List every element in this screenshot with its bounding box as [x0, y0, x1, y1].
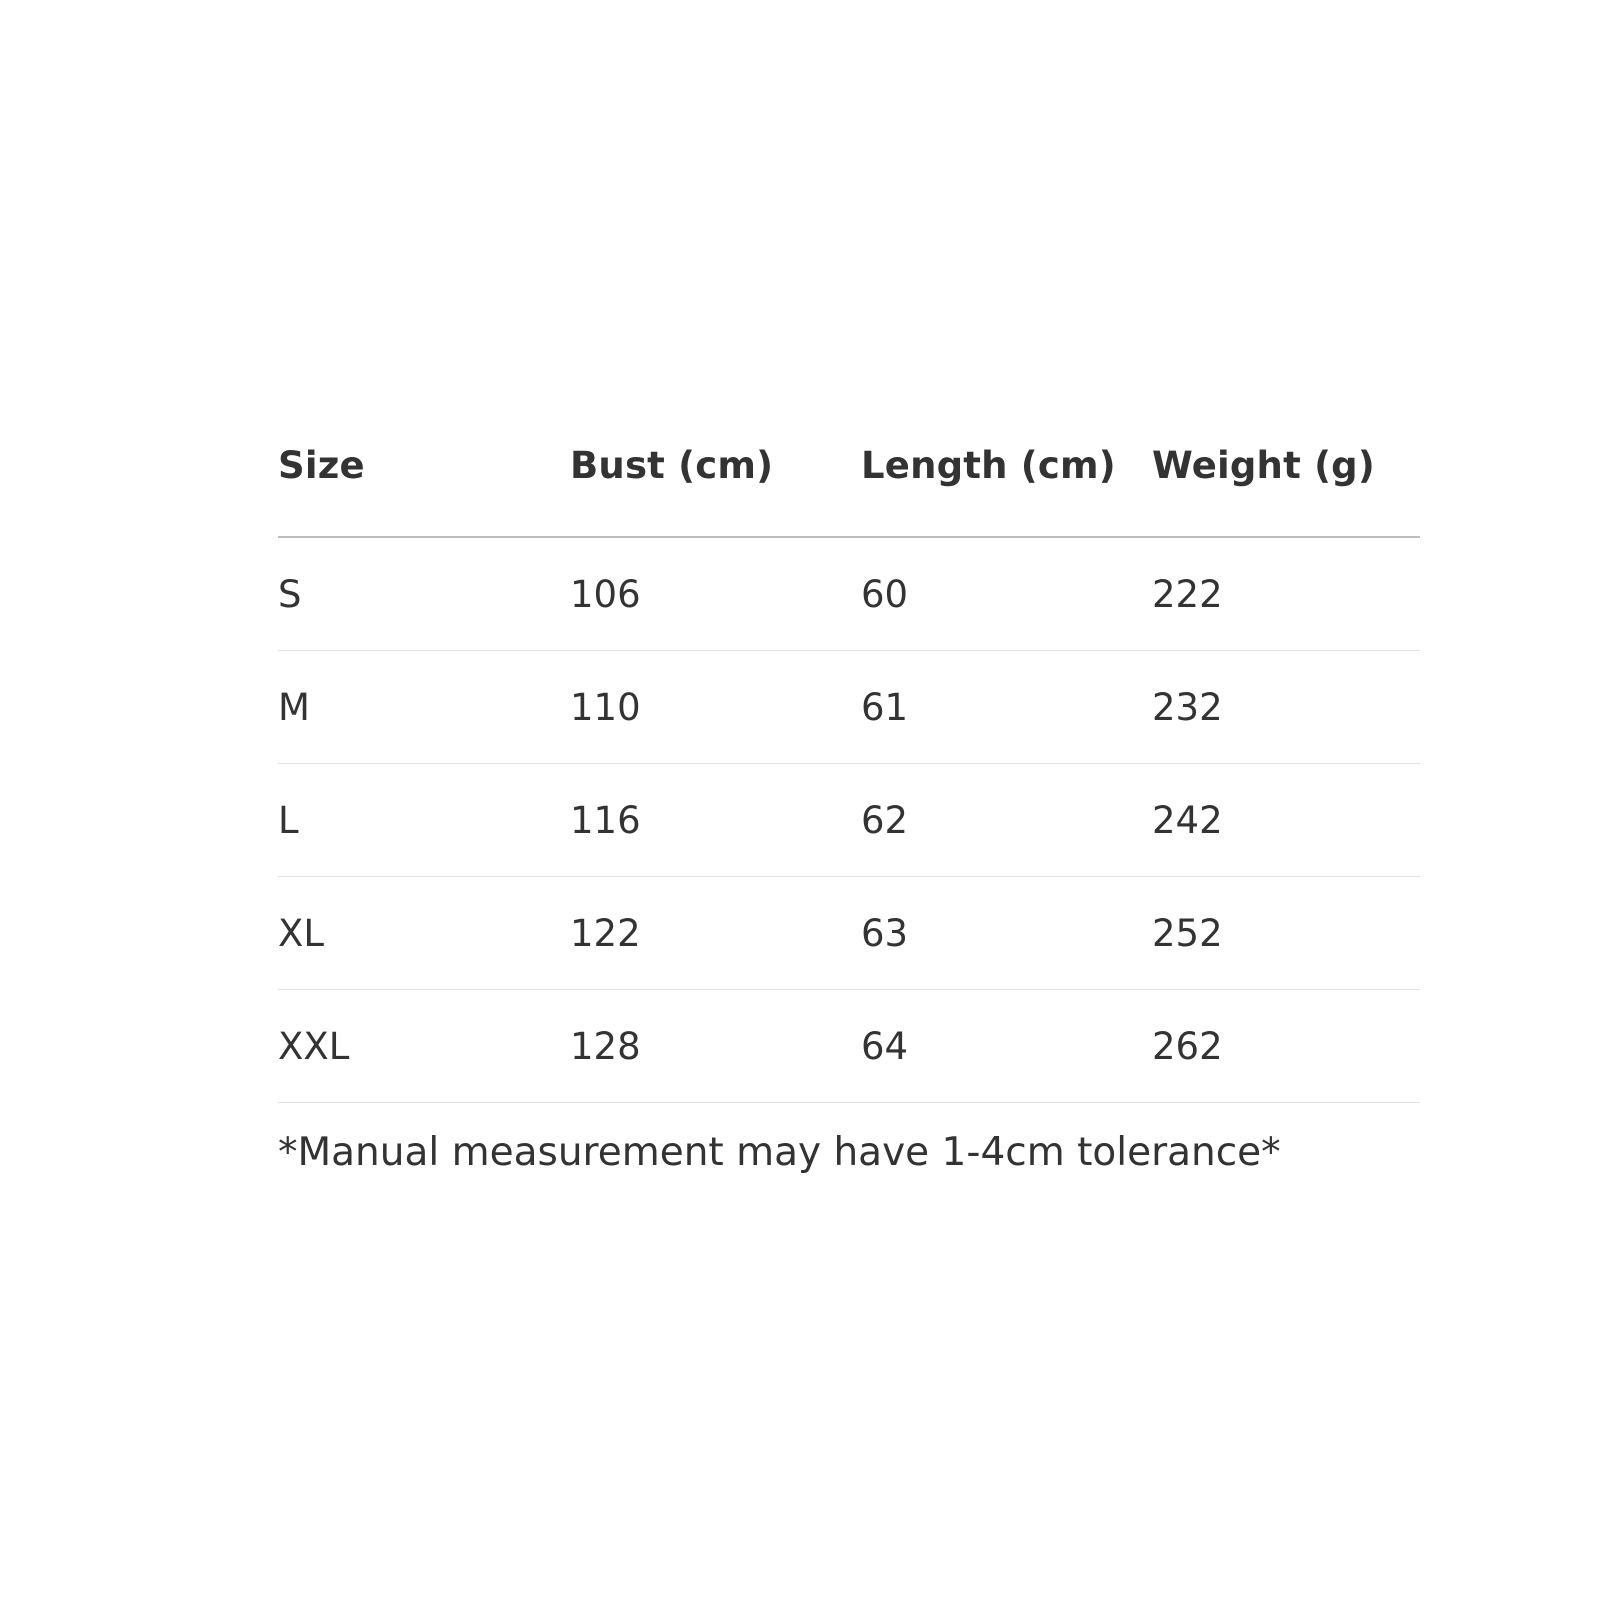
bust-cell: 128 [570, 990, 861, 1103]
table-row [278, 651, 1420, 764]
size-chart-table [278, 430, 1420, 1103]
length-cell: 64 [861, 990, 1152, 1103]
table-header-row [278, 430, 1420, 537]
size-chart [278, 430, 1420, 1103]
bust-cell: 116 [570, 764, 861, 877]
size-cell: XL [278, 877, 570, 990]
weight-cell: 262 [1152, 990, 1420, 1103]
size-cell: S [278, 537, 570, 651]
length-cell: 60 [861, 537, 1152, 651]
table-row [278, 990, 1420, 1103]
bust-cell: 106 [570, 537, 861, 651]
weight-cell: 222 [1152, 537, 1420, 651]
bust-cell: 122 [570, 877, 861, 990]
weight-cell: 242 [1152, 764, 1420, 877]
size-cell: L [278, 764, 570, 877]
table-row [278, 764, 1420, 877]
table-row [278, 537, 1420, 651]
column-header-size: Size [278, 430, 570, 537]
tolerance-note: *Manual measurement may have 1-4cm tolerance* [278, 1130, 1281, 1175]
size-cell: M [278, 651, 570, 764]
weight-cell: 232 [1152, 651, 1420, 764]
length-cell: 62 [861, 764, 1152, 877]
weight-cell: 252 [1152, 877, 1420, 990]
table-row [278, 877, 1420, 990]
column-header-length: Length (cm) [861, 430, 1152, 537]
column-header-weight: Weight (g) [1152, 430, 1420, 537]
column-header-bust: Bust (cm) [570, 430, 861, 537]
bust-cell: 110 [570, 651, 861, 764]
size-cell: XXL [278, 990, 570, 1103]
length-cell: 61 [861, 651, 1152, 764]
length-cell: 63 [861, 877, 1152, 990]
